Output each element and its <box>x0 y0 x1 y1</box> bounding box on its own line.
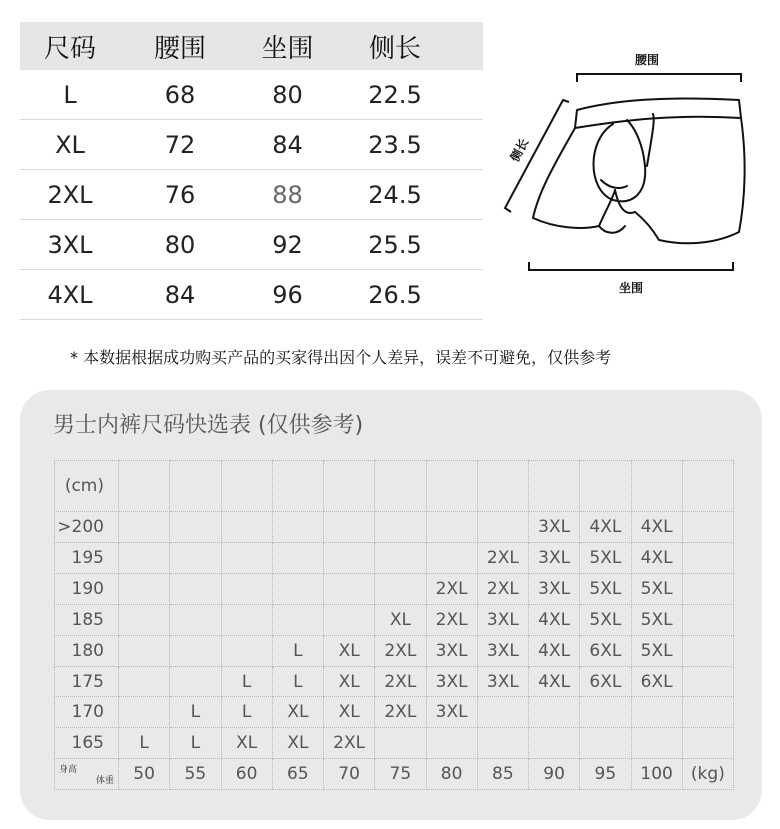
chart-row <box>55 697 734 728</box>
chart-empty-cell <box>580 461 631 512</box>
boxer-briefs-illustration <box>495 40 755 310</box>
weight-cell: 65 <box>272 759 323 790</box>
size-recommendation-cell: 4XL <box>631 512 682 543</box>
size-recommendation-cell <box>682 543 733 574</box>
size-recommendation-cell <box>170 574 221 605</box>
size-recommendation-cell <box>221 574 272 605</box>
side-length-cell: 25.5 <box>368 230 422 259</box>
size-recommendation-cell: XL <box>375 604 426 635</box>
size-recommendation-cell: 5XL <box>631 635 682 666</box>
chart-empty-cell <box>426 461 477 512</box>
height-cell: 170 <box>55 697 119 728</box>
size-table-row <box>20 120 483 170</box>
chart-row <box>55 666 734 697</box>
height-cell: >200 <box>55 512 119 543</box>
chart-row <box>55 728 734 759</box>
size-recommendation-cell: L <box>221 697 272 728</box>
size-recommendation-cell: 2XL <box>426 574 477 605</box>
size-recommendation-cell: 5XL <box>631 574 682 605</box>
chart-empty-cell <box>170 461 221 512</box>
size-recommendation-cell: 3XL <box>529 512 580 543</box>
weight-cell: 95 <box>580 759 631 790</box>
size-recommendation-cell <box>170 635 221 666</box>
size-recommendation-cell: 4XL <box>631 543 682 574</box>
size-recommendation-cell: XL <box>272 728 323 759</box>
size-recommendation-cell: 6XL <box>631 666 682 697</box>
size-recommendation-cell: 4XL <box>529 635 580 666</box>
chart-empty-cell <box>375 461 426 512</box>
side-length-cell: 24.5 <box>368 180 422 209</box>
size-recommendation-cell <box>682 635 733 666</box>
waist-cell: 80 <box>164 230 196 259</box>
chart-empty-cell <box>631 461 682 512</box>
side-length-cell: 26.5 <box>368 280 422 309</box>
size-recommendation-cell <box>119 604 170 635</box>
seat-cell: 84 <box>272 130 303 159</box>
size-recommendation-cell <box>324 512 375 543</box>
weight-cell: 60 <box>221 759 272 790</box>
size-recommendation-cell: 3XL <box>426 666 477 697</box>
size-recommendation-cell <box>272 604 323 635</box>
seat-cell: 80 <box>272 80 303 109</box>
size-recommendation-cell: 3XL <box>529 543 580 574</box>
chart-empty-cell <box>529 461 580 512</box>
size-recommendation-cell <box>170 604 221 635</box>
size-recommendation-cell <box>682 666 733 697</box>
height-cell: 190 <box>55 574 119 605</box>
size-table-row <box>20 220 483 270</box>
size-recommendation-cell: XL <box>324 666 375 697</box>
seat-label: 坐围 <box>618 281 644 295</box>
size-recommendation-cell <box>426 512 477 543</box>
waist-cell: 84 <box>164 280 196 309</box>
chart-empty-cell <box>324 461 375 512</box>
size-recommendation-cell: L <box>272 666 323 697</box>
size-recommendation-cell <box>682 574 733 605</box>
size-table-row <box>20 270 483 320</box>
weight-cell: 85 <box>477 759 528 790</box>
size-recommendation-cell <box>170 512 221 543</box>
chart-row <box>55 635 734 666</box>
size-cell: 2XL <box>47 180 93 209</box>
size-cell: XL <box>55 130 85 159</box>
size-chart-body <box>55 461 734 790</box>
size-recommendation-cell <box>580 728 631 759</box>
height-cell: 180 <box>55 635 119 666</box>
size-recommendation-cell <box>529 697 580 728</box>
size-recommendation-cell <box>682 512 733 543</box>
size-recommendation-cell: 4XL <box>529 666 580 697</box>
weight-cell: 55 <box>170 759 221 790</box>
size-table-row <box>20 70 483 120</box>
size-table-body <box>20 70 483 320</box>
size-recommendation-cell <box>426 543 477 574</box>
size-recommendation-cell <box>375 728 426 759</box>
size-recommendation-cell <box>477 728 528 759</box>
weight-cell: 80 <box>426 759 477 790</box>
size-recommendation-cell: L <box>119 728 170 759</box>
size-recommendation-cell: 4XL <box>529 604 580 635</box>
weight-cell: 75 <box>375 759 426 790</box>
size-recommendation-cell: 6XL <box>580 666 631 697</box>
size-recommendation-cell: L <box>170 697 221 728</box>
waist-cell: 76 <box>164 180 196 209</box>
header-seat: 坐围 <box>261 33 314 64</box>
size-recommendation-cell: XL <box>324 635 375 666</box>
measurement-diagram <box>495 40 755 310</box>
size-recommendation-cell: 5XL <box>631 604 682 635</box>
size-recommendation-cell <box>477 697 528 728</box>
size-recommendation-cell <box>324 543 375 574</box>
size-recommendation-cell: 3XL <box>477 604 528 635</box>
size-recommendation-cell: XL <box>324 697 375 728</box>
size-recommendation-cell: XL <box>272 697 323 728</box>
size-recommendation-cell <box>119 512 170 543</box>
side-length-label: 侧长 <box>507 136 532 165</box>
chart-empty-cell <box>221 461 272 512</box>
size-recommendation-cell <box>221 543 272 574</box>
height-unit-cell: (cm) <box>55 461 119 512</box>
size-table-row <box>20 170 483 220</box>
height-cell: 165 <box>55 728 119 759</box>
size-recommendation-cell: 3XL <box>477 635 528 666</box>
header-side-length: 侧长 <box>368 33 421 64</box>
height-cell: 175 <box>55 666 119 697</box>
size-recommendation-cell <box>682 697 733 728</box>
size-recommendation-cell <box>375 543 426 574</box>
weight-cell: 100 <box>631 759 682 790</box>
size-recommendation-cell <box>170 543 221 574</box>
chart-row <box>55 512 734 543</box>
size-recommendation-cell: 3XL <box>426 697 477 728</box>
size-recommendation-cell <box>119 635 170 666</box>
size-recommendation-cell <box>119 543 170 574</box>
size-recommendation-cell: 2XL <box>477 574 528 605</box>
chart-empty-cell <box>682 461 733 512</box>
size-recommendation-cell <box>272 574 323 605</box>
chart-row <box>55 543 734 574</box>
size-recommendation-cell: 5XL <box>580 604 631 635</box>
size-recommendation-cell <box>221 604 272 635</box>
size-recommendation-cell <box>272 543 323 574</box>
chart-empty-cell <box>272 461 323 512</box>
size-recommendation-cell <box>477 512 528 543</box>
size-chart-panel <box>20 390 762 820</box>
size-recommendation-cell: 2XL <box>426 604 477 635</box>
corner-weight-label: 体重 <box>95 776 114 786</box>
size-recommendation-cell <box>272 512 323 543</box>
size-recommendation-cell <box>221 635 272 666</box>
size-recommendation-cell: L <box>221 666 272 697</box>
weight-unit-cell: (kg) <box>682 759 733 790</box>
size-recommendation-cell: XL <box>221 728 272 759</box>
size-recommendation-cell <box>119 697 170 728</box>
header-waist: 腰围 <box>153 33 206 64</box>
chart-empty-cell <box>119 461 170 512</box>
size-recommendation-cell: L <box>272 635 323 666</box>
size-recommendation-cell <box>375 574 426 605</box>
height-weight-corner <box>55 759 119 790</box>
waist-cell: 68 <box>164 80 196 109</box>
size-recommendation-cell <box>324 604 375 635</box>
size-recommendation-cell <box>682 604 733 635</box>
size-recommendation-cell: 2XL <box>477 543 528 574</box>
waist-label: 腰围 <box>634 53 660 67</box>
chart-row <box>55 604 734 635</box>
chart-title: 男士内裤尺码快选表 (仅供参考) <box>53 413 364 438</box>
weight-cell: 90 <box>529 759 580 790</box>
header-size: 尺码 <box>43 33 96 64</box>
size-recommendation-cell <box>324 574 375 605</box>
seat-cell: 88 <box>272 180 303 209</box>
size-recommendation-cell <box>580 697 631 728</box>
weight-cell: 70 <box>324 759 375 790</box>
seat-cell: 92 <box>272 230 303 259</box>
size-recommendation-cell: 3XL <box>477 666 528 697</box>
chart-unit-row <box>55 461 734 512</box>
chart-empty-cell <box>477 461 528 512</box>
size-recommendation-cell <box>119 574 170 605</box>
chart-row <box>55 574 734 605</box>
size-recommendation-cell <box>375 512 426 543</box>
corner-height-label: 身高 <box>59 765 78 776</box>
size-chart-grid <box>54 460 734 790</box>
size-recommendation-cell <box>119 666 170 697</box>
size-recommendation-cell <box>631 697 682 728</box>
size-cell: 3XL <box>47 230 93 259</box>
size-recommendation-cell <box>529 728 580 759</box>
size-recommendation-cell <box>631 728 682 759</box>
size-recommendation-cell <box>682 728 733 759</box>
height-cell: 185 <box>55 604 119 635</box>
side-length-cell: 23.5 <box>368 130 422 159</box>
size-recommendation-cell: 3XL <box>426 635 477 666</box>
size-table-header <box>20 22 483 70</box>
size-recommendation-cell: 2XL <box>375 697 426 728</box>
weight-cell: 50 <box>119 759 170 790</box>
height-cell: 195 <box>55 543 119 574</box>
size-recommendation-cell <box>426 728 477 759</box>
size-cell: 4XL <box>47 280 93 309</box>
size-recommendation-cell: 5XL <box>580 574 631 605</box>
size-recommendation-cell: L <box>170 728 221 759</box>
size-recommendation-cell: 2XL <box>375 635 426 666</box>
side-length-cell: 22.5 <box>368 80 422 109</box>
size-recommendation-cell <box>170 666 221 697</box>
size-recommendation-cell: 2XL <box>375 666 426 697</box>
size-recommendation-cell: 3XL <box>529 574 580 605</box>
size-recommendation-cell: 5XL <box>580 543 631 574</box>
size-table <box>20 22 483 320</box>
waist-cell: 72 <box>164 130 196 159</box>
seat-cell: 96 <box>272 280 303 309</box>
size-recommendation-cell: 4XL <box>580 512 631 543</box>
size-recommendation-cell <box>221 512 272 543</box>
size-recommendation-cell: 6XL <box>580 635 631 666</box>
size-cell: L <box>63 80 77 109</box>
size-recommendation-cell: 2XL <box>324 728 375 759</box>
chart-weight-row <box>55 759 734 790</box>
disclaimer-note: * 本数据根据成功购买产品的买家得出因个人差异，误差不可避免，仅供参考 <box>70 348 612 367</box>
